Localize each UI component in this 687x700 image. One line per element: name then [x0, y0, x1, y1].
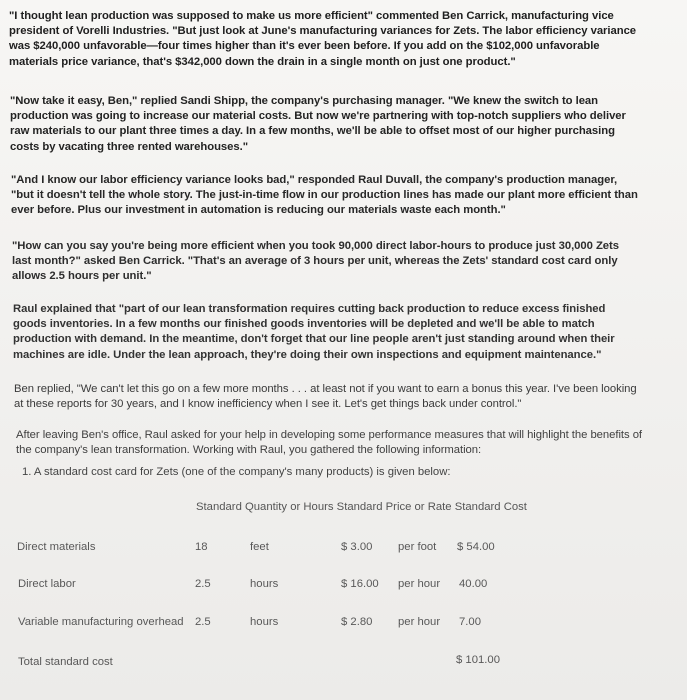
paragraph-ben-reply: Ben replied, "We can't let this go on a few more months . . . at least not if you want to earn a bonus this year. I've been looking at these reports for 30 years, and I know inefficiency when I see it. Let's get things back under control."	[14, 383, 637, 411]
row-qty-direct-labor: 2.5	[195, 578, 211, 590]
row-label-total-standard-cost: Total standard cost	[18, 656, 113, 668]
paragraph-ben-carrick-complaint: "I thought lean production was supposed to make us more efficient" commented Ben Carrick, manufacturing vice president of Vorelli Industries. "But just look at June's manufacturing variances for Zets. The labor efficiency variance was $240,000 unfavorable—four times higher than it's ever been before. If you add on the $102,000 unfavorable materials price variance, that's $342,000 down the drain in a single month on just one product."	[9, 10, 637, 68]
row-price-direct-materials: $ 3.00	[341, 541, 373, 553]
row-unit-direct-materials: feet	[250, 541, 269, 553]
row-unit-direct-labor: hours	[250, 578, 279, 590]
table-header: Standard Quantity or Hours Standard Price or Rate Standard Cost	[196, 501, 527, 513]
row-price-variable-overhead: $ 2.80	[341, 616, 373, 628]
row-cost-variable-overhead: 7.00	[459, 616, 481, 628]
paragraph-sandi-shipp-reply: "Now take it easy, Ben," replied Sandi Shipp, the company's purchasing manager. "We knew the switch to lean production was going to increase our material costs. But now we're partnering with top-notch suppliers who deliver raw materials to our plant three times a day. In a few months, we'll be able to offset most of our higher purchasing costs by vacating three rented warehouses."	[10, 95, 626, 153]
list-item-standard-cost-card: 1. A standard cost card for Zets (one of the company's many products) is given below:	[22, 466, 451, 478]
row-cost-direct-labor: 40.00	[459, 578, 488, 590]
row-price-direct-labor: $ 16.00	[341, 578, 379, 590]
row-per-direct-materials: per foot	[398, 541, 437, 553]
paragraph-ben-question: "How can you say you're being more efficient when you took 90,000 direct labor-hours to produce just 30,000 Zets last month?" asked Ben Carrick. "That's an average of 3 hours per unit, whereas the Zets' standard cost card only allows 2.5 hours per unit."	[12, 240, 619, 283]
paragraph-information-intro: After leaving Ben's office, Raul asked for your help in developing some performance measures that will highlight the benefits of the company's lean transformation. Working with Raul, you gathered the following information:	[16, 429, 643, 457]
row-per-variable-overhead: per hour	[398, 616, 441, 628]
paragraph-raul-explanation: Raul explained that "part of our lean transformation requires cutting back production to reduce excess finished goods inventories. In a few months our finished goods inventories will be depleted and we'll be able to match production with demand. In the meantime, don't forget that our line people aren't just standing around when their machines are idle. Under the lean approach, they're doing their own inspections and equipment maintenance."	[13, 303, 615, 361]
row-label-variable-overhead: Variable manufacturing overhead	[18, 616, 184, 628]
row-cost-direct-materials: $ 54.00	[457, 541, 495, 553]
row-per-direct-labor: per hour	[398, 578, 441, 590]
row-label-direct-materials: Direct materials	[17, 541, 96, 553]
paragraph-raul-duvall-reply: "And I know our labor efficiency variance looks bad," responded Raul Duvall, the company's production manager, "but it doesn't tell the whole story. The just-in-time flow in our production lines has made our plant more efficient than ever before. Plus our investment in automation is reducing our materials waste each month."	[11, 174, 638, 217]
row-cost-total-standard-cost: $ 101.00	[456, 654, 500, 666]
row-label-direct-labor: Direct labor	[18, 578, 76, 590]
row-unit-variable-overhead: hours	[250, 616, 279, 628]
row-qty-variable-overhead: 2.5	[195, 616, 211, 628]
row-qty-direct-materials: 18	[195, 541, 208, 553]
